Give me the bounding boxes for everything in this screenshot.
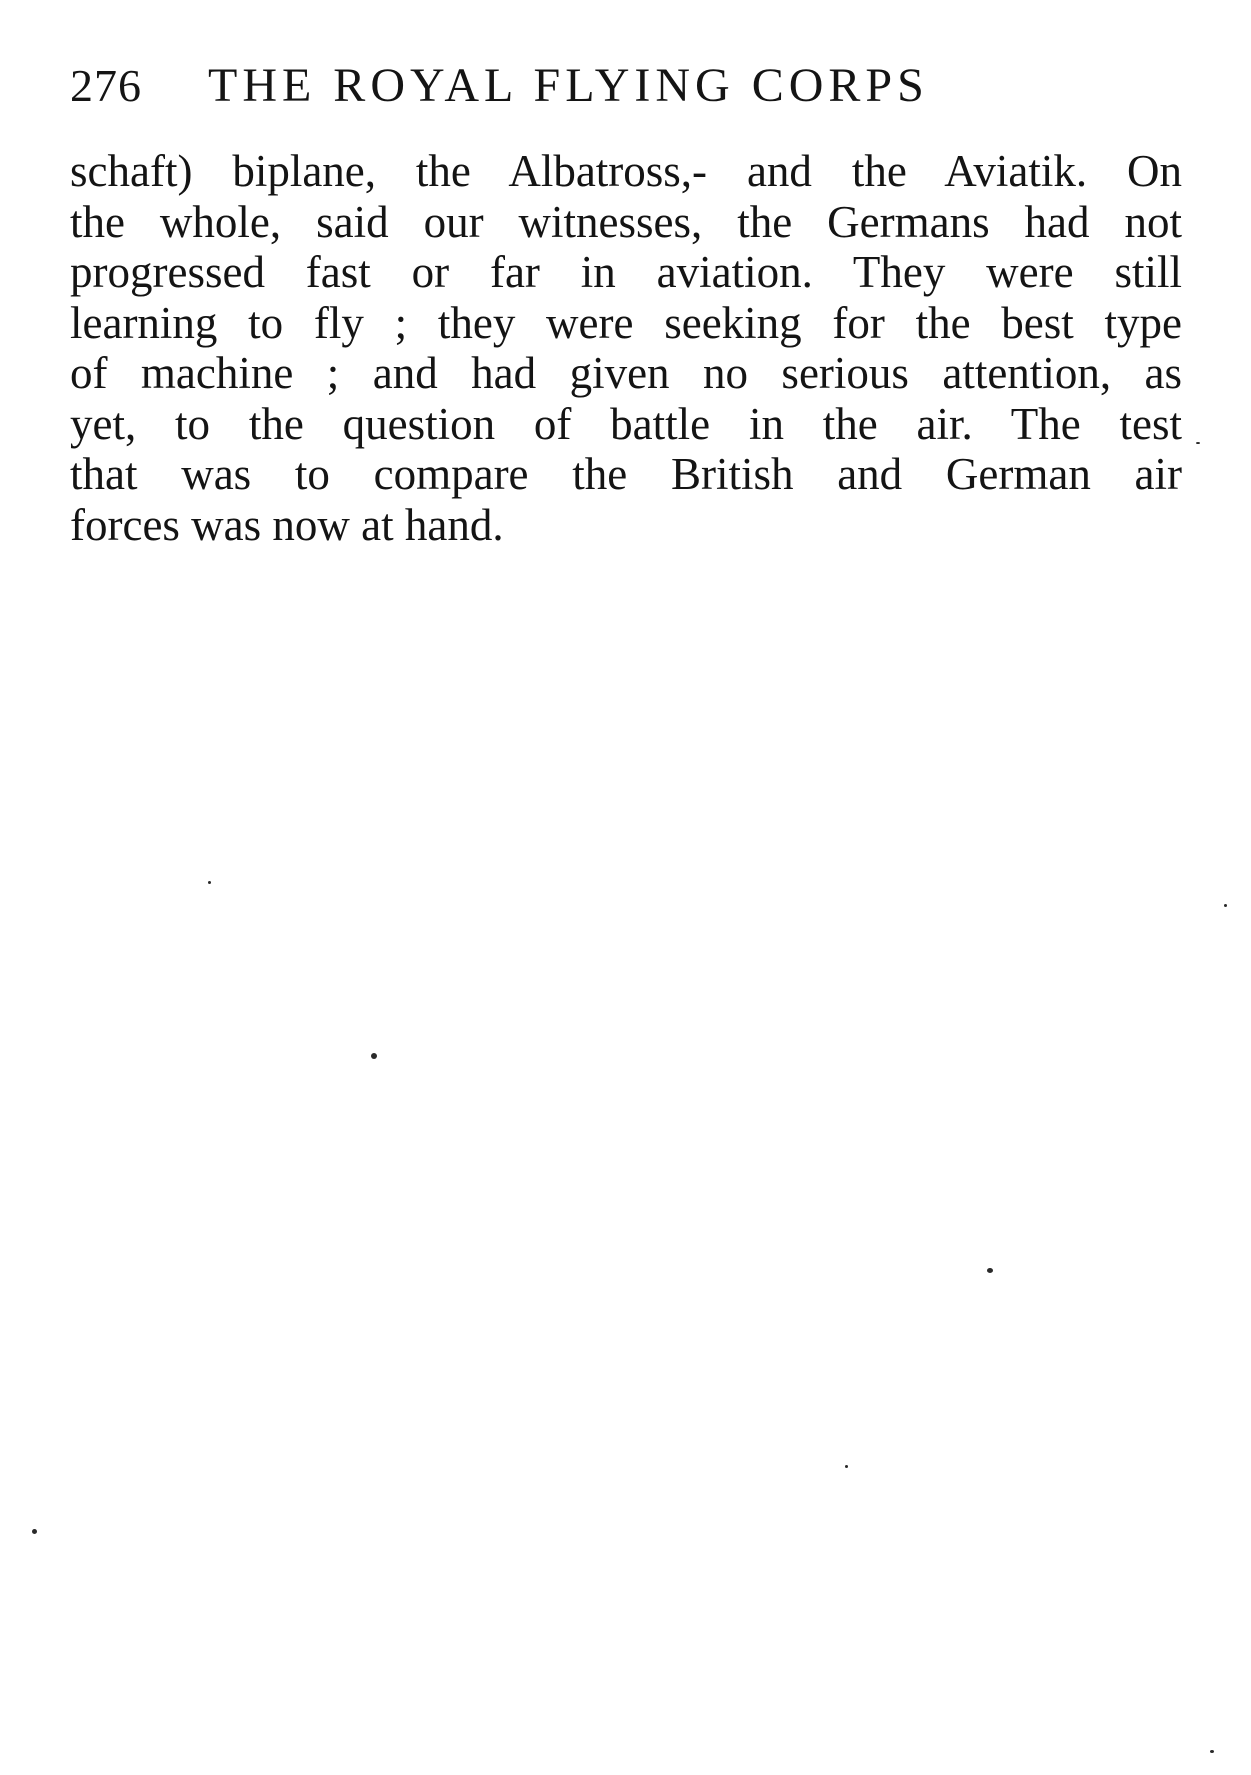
text-line: schaft) biplane, the Albatross,- and the Aviatik. On <box>70 146 1182 196</box>
text-line: that was to compare the British and German air <box>70 449 1182 499</box>
page-number: 276 <box>70 60 142 111</box>
running-title: THE ROYAL FLYING CORPS <box>208 59 929 112</box>
text-line: the whole, said our witnesses, the Germans had not <box>70 196 1182 247</box>
body-paragraph <box>70 146 1182 550</box>
text-line: of machine ; and had given no serious attention, as <box>70 348 1182 398</box>
text-line: yet, to the question of battle in the air. The test <box>70 398 1182 449</box>
text-line: progressed fast or far in aviation. They were still <box>70 247 1182 297</box>
scan-speck <box>32 1529 37 1534</box>
running-header <box>70 58 1180 128</box>
scan-speck <box>1210 1750 1214 1753</box>
scan-speck <box>371 1053 377 1059</box>
scan-speck <box>1224 904 1227 907</box>
text-line: learning to fly ; they were seeking for the best type <box>70 297 1182 348</box>
scan-speck <box>845 1465 848 1468</box>
scan-speck <box>1196 442 1200 444</box>
text-line: forces was now at hand. <box>70 499 504 550</box>
scan-speck <box>208 881 211 884</box>
scan-speck <box>987 1268 993 1273</box>
